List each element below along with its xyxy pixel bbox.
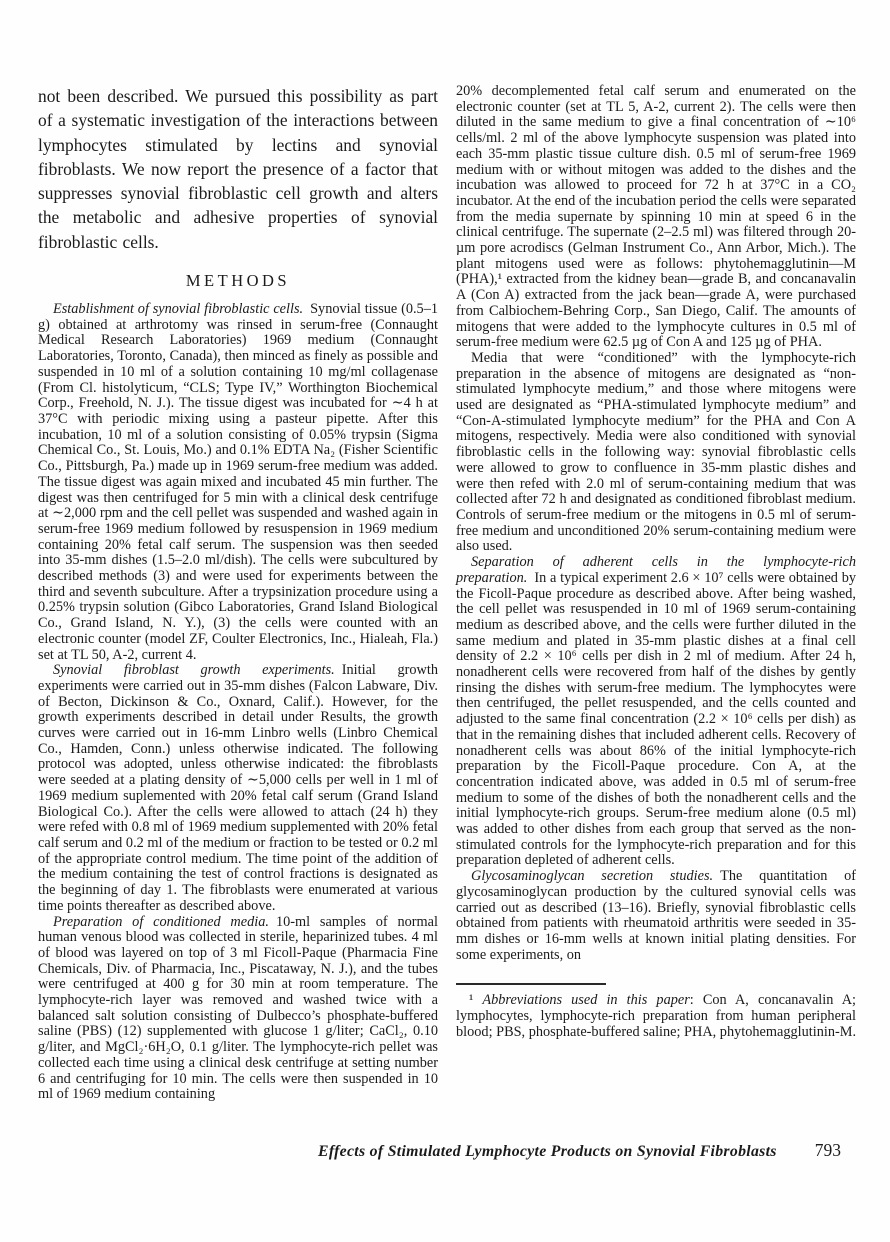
methods-paragraphs-right — [456, 84, 856, 963]
paragraph: Separation of adherent cells in the lymphocyte-rich preparation. In a typical experiment 2.6 × 10⁷ cells were obtained by the Ficoll-Paque procedure as described above. After being washed, the cell pellet was resuspended in 10 ml of 1969 serum-containing medium as described above, and the cells were further diluted in the same medium and plated in 35-mm plastic dishes at a final cell density of 2.2 × 10⁶ cells per dish in 2 ml of medium. After 24 h, nonadherent cells were recovered from half of the dishes by gently rinsing the dishes with serum-free medium. The lymphocytes were then centrifuged, the pellet resuspended, and the cells counted and adjusted to the same final concentration (2.2 × 10⁶ cells per dish) as that in the remaining dishes that included adherent cells. Recovery of nonadherent cells was about 86% of the initial lymphocyte-rich preparation by the Ficoll-Paque procedure. Con A, at the concentration indicated above, was added in 0.5 ml of serum-free medium to some of the dishes of both the nonadherent cells and the initial lymphocyte-rich groups. Serum-free medium alone (0.5 ml) was added to other dishes from each group that served as the non-stimulated controls for the lymphocyte-rich preparation and for this preparation depleted of adherent cells. — [456, 554, 856, 869]
page-number: 793 — [814, 1140, 841, 1160]
methods-heading: METHODS — [185, 271, 291, 291]
footnote-marker: ¹ — [469, 992, 483, 1009]
paragraph-lead: Preparation of conditioned media. — [53, 913, 269, 930]
right-column — [456, 84, 856, 1103]
paragraph-lead: Establishment of synovial fibroblastic cells. — [53, 301, 304, 318]
footnote-lead: Abbreviations used in this paper — [482, 992, 690, 1009]
paragraph-lead: Glycosaminoglycan secretion studies. — [471, 868, 714, 885]
paragraph: Glycosaminoglycan secretion studies. The quantitation of glycosaminoglycan production by the cultured synovial cells was carried out as described (13–16). Briefly, synovial fibroblastic cells obtained from patients with rheumatoid arthritis were seeded in 35-mm dishes or 16-mm wells at known initial plating densities. For some experiments, on — [456, 868, 856, 963]
paragraph-lead: Synovial fibroblast growth experiments. — [53, 662, 335, 679]
paragraph-lead: Separation of adherent cells in the lymphocyte-rich preparation. — [456, 554, 856, 586]
paragraph: Establishment of synovial fibroblastic cells. Synovial tissue (0.5–1 g) obtained at arthrotomy was rinsed in serum-free (Connaught Medical Research Laboratories) 1969 medium (Connaught Laboratories, Toronto, Canada), then minced as finely as possible and suspended in 10 ml of a solution containing 10 mg/ml collagenase (From Cl. histolyticum, “CLS; Type IV,” Worthington Biochemical Corp., Freehold, N. J.). The tissue digest was incubated for ∼4 h at 37°C with periodic mixing using a pasteur pipette. After this incubation, 10 ml of a solution consisting of 0.05% trypsin (Sigma Chemical Co., St. Louis, Mo.) and 0.1% EDTA Na₂ (Fisher Scientific Co., Pittsburgh, Pa.) made up in 1969 serum-free medium was added. The tissue digest was again mixed and incubated 45 min further. The digest was then centrifuged for 5 min with a clinical desk centrifuge at ∼2,000 rpm and the cell pellet was suspended and washed again in serum-free 1969 medium followed by resuspension in 1969 medium containing 20% fetal calf serum. The suspension was then seeded into 35-mm dishes (1.5–2.0 ml/dish). The cells were subcultured by described methods (3) and were used for experiments between the third and seventh subculture. After a trypsinization procedure using a 0.25% trypsin solution (Gibco Laboratories, Grand Island Biological Co., Grand Island, N. Y.), (3) the cells were counted with an electronic counter (model ZF, Coulter Electronics, Inc., Hialeah, Fla.) set at TL 50, A-2, current 4. — [38, 301, 438, 663]
footnote-rule — [456, 983, 606, 985]
running-title: Effects of Stimulated Lymphocyte Products on Synovial Fibroblasts — [318, 1143, 777, 1160]
paragraph: Media that were “conditioned” with the lymphocyte-rich preparation in the absence of mitogens are designated as “non-stimulated lymphocyte medium,” and those where mitogens were used are designated as “PHA-stimulated lymphocyte medium” and “Con-A-stimulated lymphocyte medium” for the PHA and Con A mitogens, respectively. Media were also conditioned with synovial fibroblastic cells in the following way: synovial fibroblastic cells were allowed to grow to confluence in 35-mm plastic dishes and were then refed with 2.0 ml of serum-containing medium that was collected after 72 h and designated as conditioned fibroblast medium. Controls of serum-free medium or the mitogens in 0.5 ml of serum-free medium and unconditioned 20% serum-containing medium were also used. — [456, 349, 856, 555]
paragraph: Preparation of conditioned media. 10-ml samples of normal human venous blood was collected in sterile, heparinized tubes. 4 ml of blood was layered on top of 3 ml Ficoll-Paque (Pharmacia Fine Chemicals, Div. of Pharmacia, Inc., Piscataway, N. J.), and the tubes were centrifuged at 400 g for 30 min at room temperature. The lymphocyte-rich layer was removed and washed twice with a balanced salt solution consisting of Dulbecco’s phosphate-buffered saline (PBS) (12) supplemented with glucose 1 g/liter; CaCl₂, 0.10 g/liter, and MgCl₂·6H₂O, 0.1 g/liter. The lymphocyte-rich pellet was collected each time using a clinical desk centrifuge at setting number 6 and centrifuging for 10 min. The cells were then suspended in 10 ml of 1969 medium containing — [38, 913, 438, 1103]
page-footer — [0, 1140, 841, 1161]
paragraph: 20% decomplemented fetal calf serum and enumerated on the electronic counter (set at TL 5, A-2, current 2). The cells were then diluted in the same medium to give a final concentration of ∼10⁶ cells/ml. 2 ml of the above lymphocyte suspension was plated into each 35-mm plastic tissue culture dish. 0.5 ml of serum-free 1969 medium with or without mitogen was added to the dishes and the incubation was allowed to proceed for 72 h at 37°C in a CO₂ incubator. At the end of the incubation period the cells were separated from the media supernate by spinning 10 min at speed 6 in the clinical centrifuge. The supernate (2–2.5 ml) was filtered through 20-µm pore acrodiscs (Gelman Instrument Co., Ann Arbor, Mich.). The plant mitogens used were as follows: phytohemagglutinin—M (PHA),¹ extracted from the kidney bean—grade B, and concanavalin A (Con A) extracted from the jack bean—grade A, were purchased from Calbiochem-Behring Corp., San Diego, Calif. The amounts of mitogens that were added to the lymphocyte cultures in 0.5 ml of serum-free medium were 62.5 µg of Con A and 125 µg of PHA. — [456, 83, 856, 351]
intro-paragraph: not been described. We pursued this possibility as part of a systematic investigation of the interactions between lymphocytes stimulated by lectins and synovial fibroblasts. We now report the presence of a factor that suppresses synovial fibroblastic cell growth and alters the metabolic and adhesive properties of synovial fibroblastic cells. — [38, 86, 438, 252]
methods-paragraphs-left — [38, 302, 438, 1103]
paragraph: Synovial fibroblast growth experiments. Initial growth experiments were carried out in 35-mm dishes (Falcon Labware, Div. of Becton, Dickinson & Co., Oxnard, Calif.). However, for the growth experiments described in detail under Results, the growth curves were carried out in 16-mm Linbro wells (Linbro Chemical Co., Hamden, Conn.) unless otherwise indicated. The following protocol was adopted, unless otherwise indicated: the fibroblasts were seeded at a plating density of ∼5,000 cells per well in 1 ml of 1969 medium suplemented with 20% fetal calf serum (Grand Island Biological Co.). After the cells were allowed to attach (24 h) they were refed with 0.8 ml of 1969 medium supplemented with 20% fetal calf serum and 0.2 ml of the medium or fraction to be tested or 0.2 ml of the appropriate control medium. The time point of the addition of the medium containing the test of control fractions is designated as the beginning of day 1. The fibroblasts were enumerated at various time points thereafter as described above. — [38, 662, 438, 914]
left-column — [38, 84, 438, 1103]
footnote-text — [456, 993, 856, 1040]
footnote — [456, 983, 856, 1040]
footnote-body: : Con A, concanavalin A; lymphocytes, lymphocyte-rich preparation from human peripheral blood; PBS, phosphate-buffered saline; PHA, phytohemagglutinin-M. — [456, 992, 857, 1040]
text-columns — [38, 84, 856, 1103]
